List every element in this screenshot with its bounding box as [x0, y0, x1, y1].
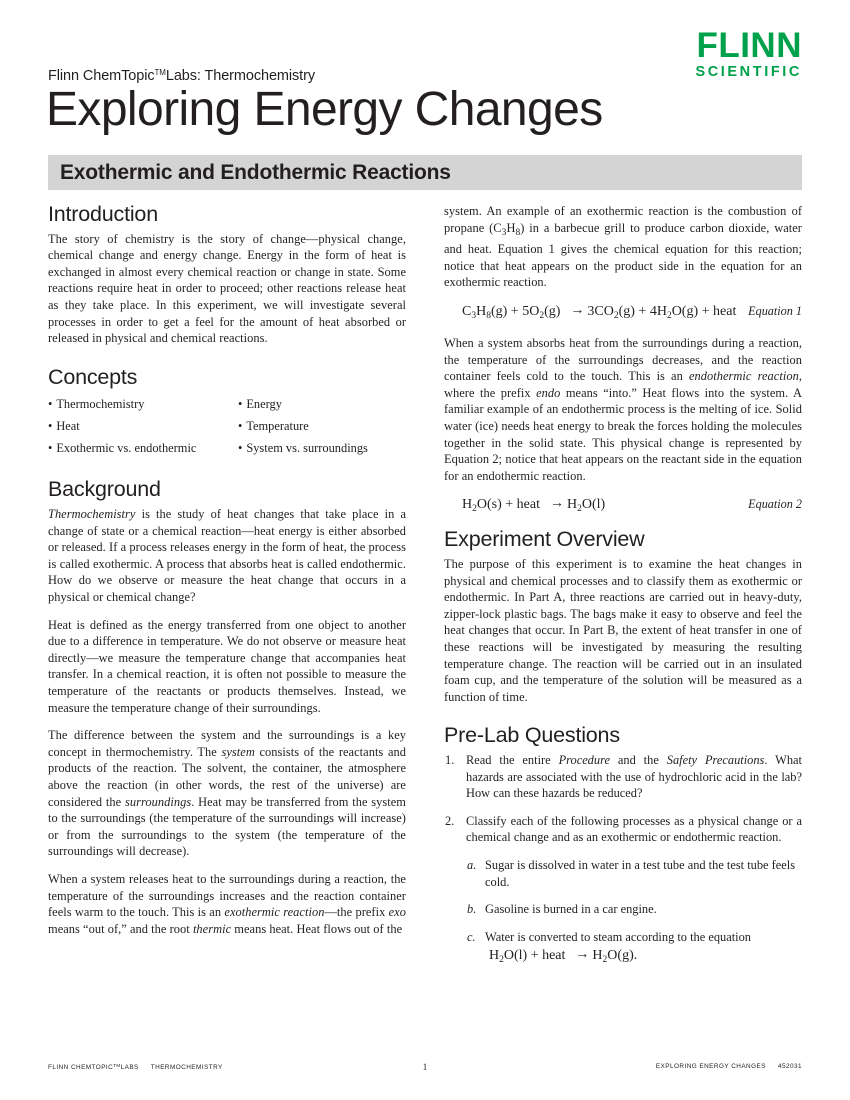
eq1-c: (g) + 5O — [490, 303, 540, 319]
bg-p3-b: consists of the reactants and products of the reaction. The solvent, the container, the atmosphere above the reaction (in other words, the rest of the universe) are considered the — [48, 744, 407, 809]
trademark-symbol: TM — [154, 68, 166, 77]
bg-p4-b: —the prefix — [324, 905, 389, 920]
experiment-overview-paragraph: The purpose of this experiment is to examine the heat changes in physical and chemical processes and to classify them as exothermic or endothermic. In Part A, three reactions are carried out in heavy-duty, zipper-lock plastic bags. The bags make it easy to observe and feel the heat changes that occur. In Part B, the extent of heat transfer in one of these reactions will be investigated by measuring the resulting temperature change. The reaction will be carried out in an insulated foam cup, and the temperature of the solution will be measured as a function of time. — [444, 556, 802, 704]
background-paragraph-4 — [48, 871, 406, 937]
bullet-icon: • — [48, 397, 53, 412]
endothermic-paragraph — [444, 335, 802, 484]
eq1-d: (g) — [544, 303, 561, 319]
footer-left-text — [48, 1063, 223, 1071]
equation-2 — [462, 495, 605, 519]
eq2-sub-a: 2 — [472, 504, 477, 515]
concept-label: Exothermic vs. endothermic — [56, 441, 197, 456]
footer-trademark-symbol: TM — [113, 1063, 121, 1068]
subquestion-a-text: Sugar is dissolved in water in a test tube and the test tube feels cold. — [485, 857, 796, 889]
bullet-icon: • — [238, 441, 243, 456]
equation-1 — [462, 302, 736, 326]
reaction-arrow-icon: → — [570, 302, 585, 318]
eq1-a: C — [462, 303, 472, 319]
footer-right-b: 452031 — [777, 1063, 802, 1070]
prelab-question-2 — [444, 813, 802, 971]
prelab-subquestions-list — [466, 857, 802, 970]
bg-p4-d: means heat. Heat flows out of the — [231, 921, 403, 936]
footer-right-text — [656, 1063, 802, 1070]
footer-page-number: 1 — [422, 1062, 428, 1072]
question-marker: 1. — [445, 752, 455, 767]
heading-concepts: Concepts — [48, 364, 138, 389]
equation-2-row — [444, 495, 802, 515]
eq2-d: O(l) — [581, 497, 606, 513]
term-safety-precautions: Safety Precautions — [666, 752, 765, 767]
endo-a: When a system absorbs heat from the surroundings during a reaction, the temperature of the surroundings decreases, and the reaction container feels cold to the touch. This is an — [444, 335, 802, 384]
bg-p4-c: means “out of,” and the root — [48, 921, 193, 936]
concept-item — [48, 415, 238, 437]
footer-left-a: FLINN CHEMTOPIC — [48, 1064, 114, 1071]
concept-item — [48, 393, 238, 415]
endo-b: , where the prefix — [444, 369, 802, 400]
page-title: Exploring Energy Changes — [46, 83, 603, 136]
background-continued-paragraph — [444, 203, 802, 291]
prelab-subquestion-b — [466, 901, 802, 918]
background-paragraph-2: Heat is defined as the energy transferred from one object to another due to a difference in temperature. We do not observe or measure heat directly—we measure the temperature change that accompanies heat transfer. In a chemical reaction, it is often not possible to measure the temperature of the reactants or products themselves. Instead, we measure the temperature change of their surroundings. — [48, 617, 406, 715]
term-procedure: Procedure — [558, 752, 610, 767]
equation-1-row — [444, 302, 802, 322]
bullet-icon: • — [48, 419, 53, 434]
reaction-arrow-icon: → — [575, 947, 590, 963]
equation-2-label: Equation 2 — [748, 497, 802, 512]
concept-item — [238, 437, 406, 459]
bgc-c: ) in a barbecue grill to produce carbon dioxide, water and heat. Equation 1 gives the chemical equation for this reaction; notice that heat appears on the product side in the equation for an exothermic reaction. — [444, 220, 802, 290]
prelab-subquestion-a — [466, 857, 802, 890]
footer-left-b: LABS — [120, 1064, 139, 1071]
prelab-subquestion-c — [466, 929, 802, 971]
kicker-suffix: Labs: Thermochemistry — [165, 68, 315, 84]
reaction-arrow-icon: → — [549, 496, 564, 512]
eq1-sub-b: 8 — [486, 310, 491, 321]
subquestion-c-equation — [485, 946, 802, 970]
bullet-icon: • — [238, 397, 243, 412]
brand-name: FLINN — [696, 26, 802, 65]
footer-right-a: EXPLORING ENERGY CHANGES — [655, 1063, 766, 1070]
term-exo: exo — [388, 905, 406, 920]
q1-b: and the — [609, 752, 667, 767]
q1-c: . What hazards are associated with the use of hydrochloric acid in the lab? How can these hazards be reduced? — [466, 752, 802, 801]
prelab-question-1 — [444, 752, 802, 802]
page-header — [48, 24, 802, 134]
eq1-sub-d: 2 — [613, 310, 619, 321]
flinn-scientific-logo — [695, 28, 802, 80]
eq1-sub-c: 2 — [539, 310, 545, 321]
subtitle-text: Exothermic and Endothermic Reactions — [60, 161, 451, 184]
subquestion-c-text: Water is converted to steam according to the equation — [485, 929, 751, 944]
eq1-e: 3CO — [587, 303, 614, 319]
heading-pre-lab-questions: Pre-Lab Questions — [444, 723, 620, 748]
concepts-list — [48, 393, 406, 459]
bgc-a: system. An example of an exothermic reaction is the combustion of propane (C — [444, 204, 802, 235]
subquestion-b-text: Gasoline is burned in a car engine. — [485, 902, 657, 917]
sq-eq-b: O(l) + heat — [503, 948, 566, 964]
introduction-paragraph: The story of chemistry is the story of change—physical change, chemical change and energy change. Energy in the form of heat is exchanged in almost every chemical reaction or change in state. Some reactions require heat in order to proceed; other reactions release heat as they take place. In this experiment, we will investigate several processes in order to get a feel for the amount of heat absorbed or released in physical and chemical reactions. — [48, 231, 406, 346]
concept-label: Thermochemistry — [56, 397, 145, 412]
term-system: system — [221, 744, 255, 759]
left-column — [48, 203, 406, 937]
concept-label: Heat — [56, 419, 80, 434]
eq1-g: O(g) + heat — [671, 303, 737, 319]
footer-left-c: THERMOCHEMISTRY — [150, 1064, 223, 1071]
page-footer — [48, 1063, 802, 1077]
concept-label: Temperature — [246, 419, 309, 434]
eq1-f: (g) + 4H — [618, 303, 667, 319]
brand-tagline: SCIENTIFIC — [695, 64, 802, 80]
sq-eq-d: O(g). — [607, 948, 638, 964]
background-p1-rest: is the study of heat changes that take place in a change of state or a chemical reaction—heat energy is either absorbed or released. If a process releases energy in the form of heat, the process is called exothermic. A process that absorbs heat is called endothermic. How do we observe or measure the heat change that occurs in a physical or chemical change? — [48, 507, 406, 605]
term-thermochemistry: Thermochemistry — [48, 507, 136, 522]
term-endothermic-reaction: endothermic reaction — [688, 369, 799, 384]
background-paragraph-1 — [48, 506, 406, 606]
q2-text: Classify each of the following processes as a physical change or a chemical change and as an exothermic or endothermic reaction. — [466, 813, 802, 845]
concept-label: System vs. surroundings — [246, 441, 368, 456]
eq2-b: O(s) + heat — [476, 497, 540, 513]
right-column — [444, 203, 802, 981]
sq-eq-c: H — [592, 948, 603, 964]
subquestion-marker: c. — [467, 929, 476, 944]
equation-1-label: Equation 1 — [748, 303, 802, 318]
heading-background: Background — [48, 477, 161, 502]
concept-item — [238, 393, 406, 415]
heading-introduction: Introduction — [48, 202, 158, 226]
eq2-a: H — [462, 497, 473, 513]
bgc-sub-1: 3 — [501, 227, 507, 238]
eq1-b: H — [476, 303, 487, 319]
bgc-sub-2: 8 — [515, 227, 521, 238]
concept-label: Energy — [246, 397, 282, 412]
concept-item — [48, 437, 238, 459]
term-endo: endo — [536, 385, 561, 400]
eq1-sub-a: 3 — [471, 310, 477, 321]
q1-a: Read the entire — [466, 752, 559, 767]
bg-p3-a: The difference between the system and the surroundings is a key concept in thermochemistry. The — [48, 728, 406, 759]
heading-experiment-overview: Experiment Overview — [444, 527, 645, 552]
bg-p3-c: . Heat may be transferred from the system to the surroundings (the temperature of the surroundings will increase) or from the surroundings to the system (the temperature of the surroundings will decrease). — [48, 794, 406, 859]
eq2-sub-b: 2 — [577, 504, 582, 515]
term-surroundings: surroundings — [124, 794, 192, 809]
sq-eq-sub-b: 2 — [602, 955, 608, 966]
bullet-icon: • — [238, 419, 243, 434]
eq2-c: H — [566, 497, 578, 513]
term-exothermic-reaction: exothermic reaction — [224, 905, 325, 920]
background-paragraph-3 — [48, 727, 406, 860]
question-marker: 2. — [445, 813, 455, 828]
subtitle-banner — [48, 155, 802, 190]
bgc-b: H — [506, 220, 516, 235]
subquestion-marker: a. — [467, 857, 477, 872]
eq1-sub-e: 2 — [666, 310, 672, 321]
prelab-questions-list — [444, 752, 802, 970]
subquestion-marker: b. — [467, 902, 477, 917]
sq-eq-a: H — [489, 948, 500, 964]
concept-item — [238, 415, 406, 437]
endo-c: means “into.” Heat flows into the system. A familiar example of an endothermic process is the melting of ice. Solid water (ice) needs heat energy to break the forces holding the molecules together in the solid state. This physical change is represented by Equation 2; notice that heat appears on the reactant side in the equation for an endothermic reaction. — [444, 385, 802, 483]
term-thermic: thermic — [192, 921, 232, 936]
bullet-icon: • — [48, 441, 53, 456]
kicker-prefix: Flinn ChemTopic — [48, 68, 155, 84]
sq-eq-sub-a: 2 — [499, 955, 504, 966]
bg-p4-a: When a system releases heat to the surroundings during a reaction, the temperature of the surroundings increases and the reaction container feels warm to the touch. This is an — [48, 871, 406, 920]
